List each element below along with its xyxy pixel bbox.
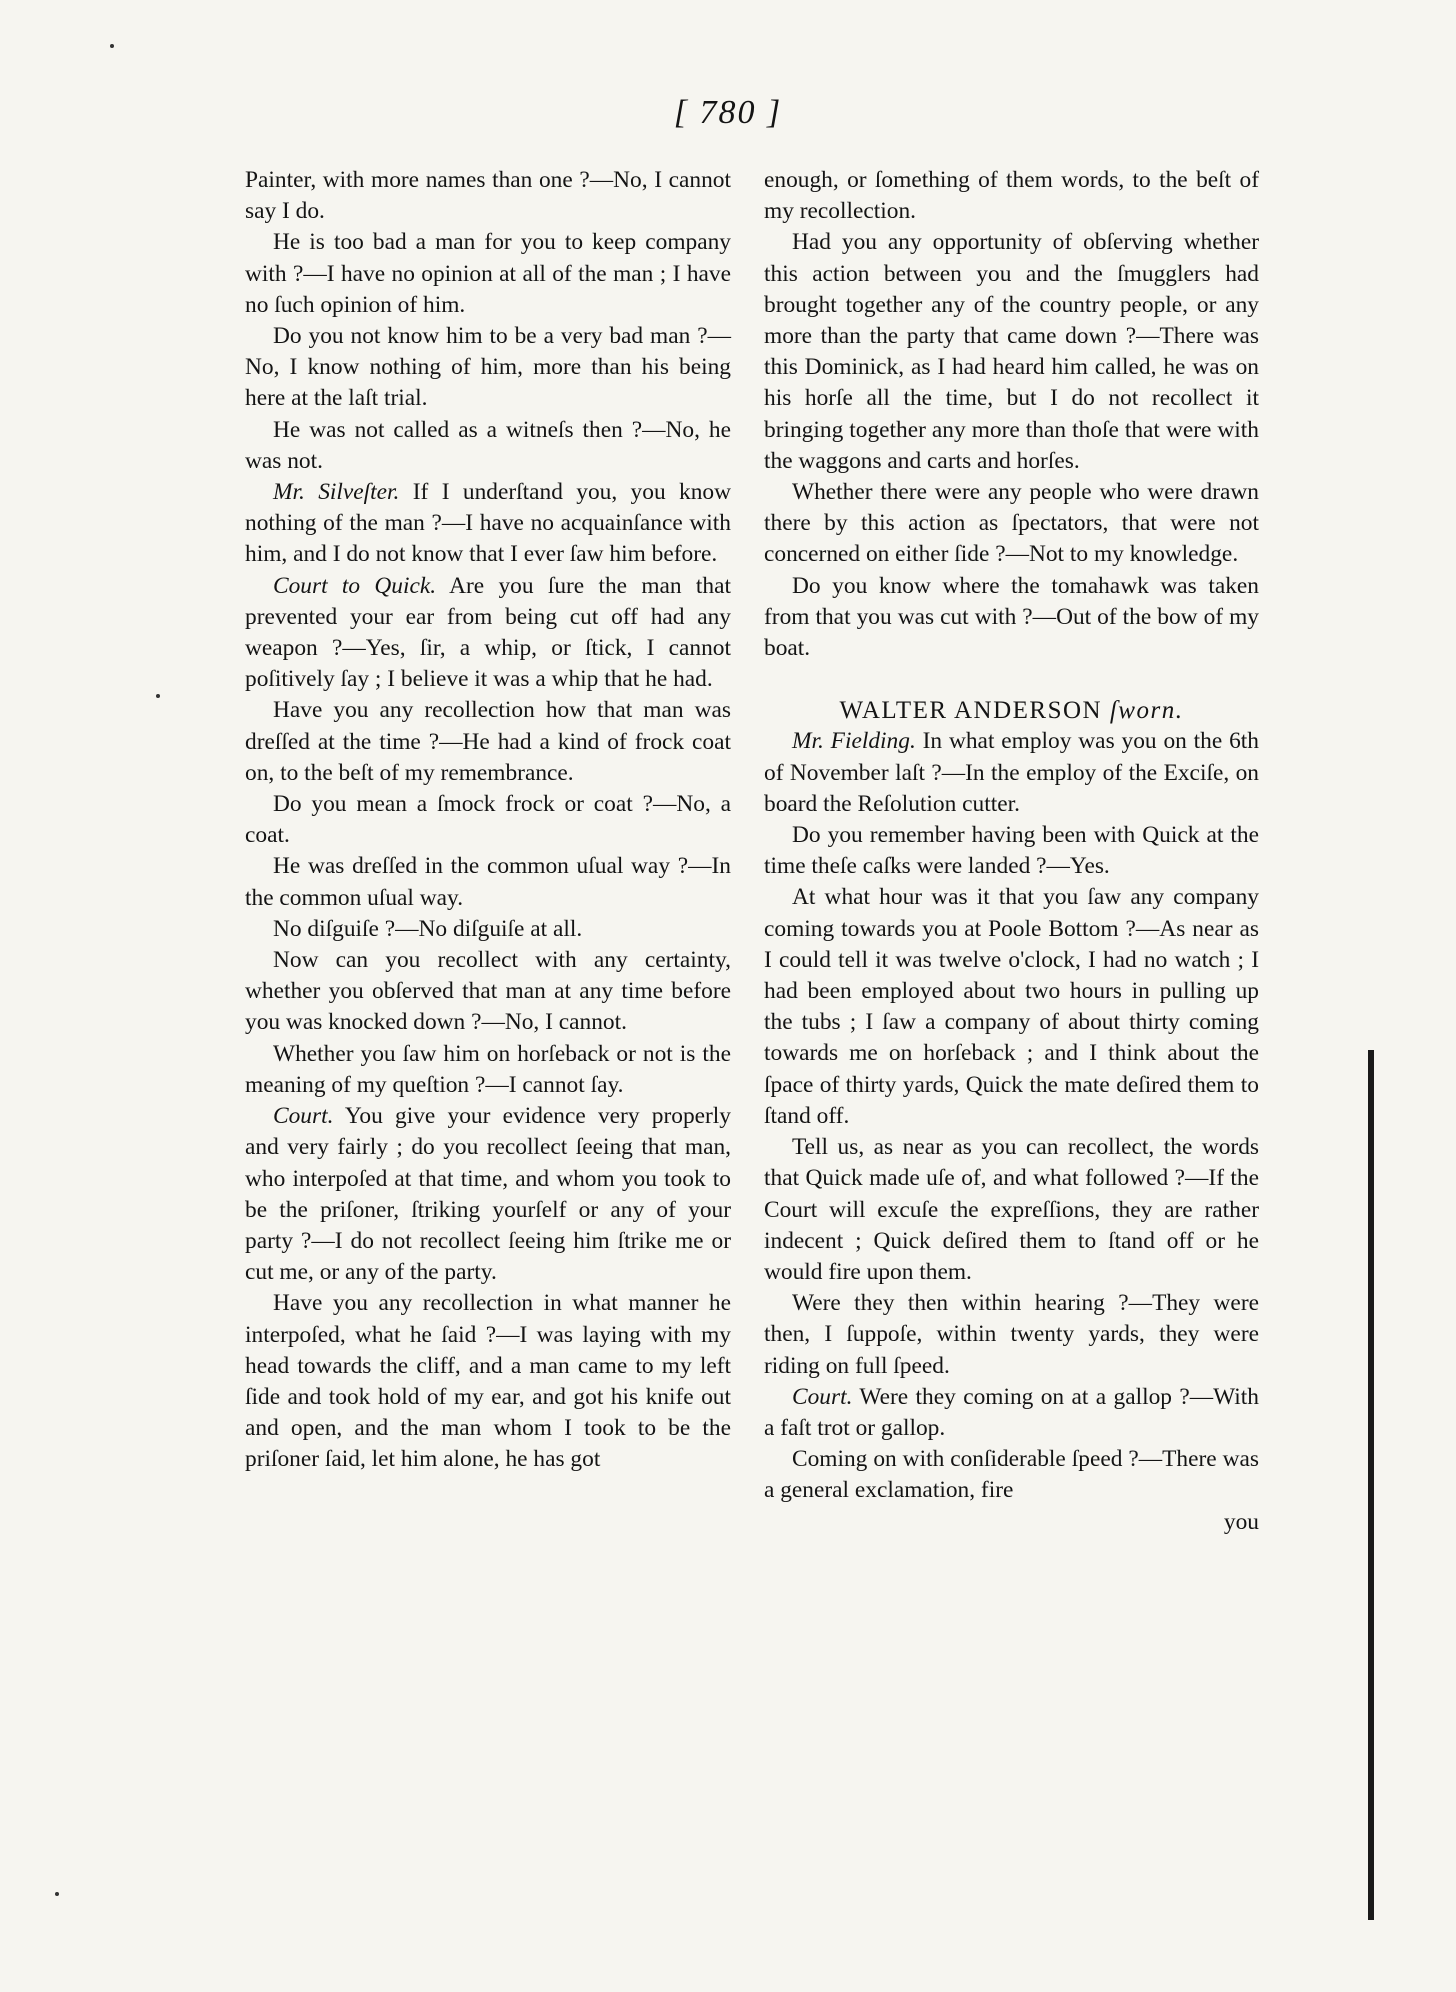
paragraph <box>245 945 731 1039</box>
paragraph <box>764 882 1259 1132</box>
left-column <box>245 165 731 1476</box>
speck-mark <box>55 1892 59 1896</box>
paragraph <box>245 1101 731 1288</box>
paragraph-text: Whether you ſaw him on horſeback or not is the meaning of my queſtion ?—I cannot ſay. <box>245 1040 731 1098</box>
witness-heading <box>764 695 1259 726</box>
speaker-label: Court. <box>273 1103 334 1130</box>
paragraph <box>764 1132 1259 1288</box>
paragraph-text: Do you know where the tomahawk was taken from that you was cut with ?—Out of the bow of my boat. <box>764 572 1259 662</box>
paragraph <box>764 477 1259 571</box>
paragraph-text: If I underſtand you, you know nothing of the man ?—I have no acquainſance with him, and I do not know that I ever ſaw him before. <box>245 479 731 568</box>
catchword: you <box>1223 1508 1259 1535</box>
paragraph-text: You give your evidence very properly and very fairly ; do you recollect ſeeing that man, who interpoſed at that time, and whom you took to be the priſoner, ſtriking yourſelf or any of your party ?—I do not recollect ſeeing him ſtrike me or cut me, or any of the party. <box>245 1103 731 1286</box>
paragraph <box>764 1288 1259 1382</box>
paragraph-text: Do you remember having been with Quick at the time theſe caſks were landed ?—Yes. <box>764 822 1259 880</box>
speck-mark <box>156 694 160 698</box>
paragraph-text: Coming on with conſiderable ſpeed ?—There was a general exclamation, fire <box>764 1446 1259 1504</box>
paragraph <box>245 914 731 945</box>
paragraph-text: He was dreſſed in the common uſual way ?—In the common uſual way. <box>245 853 731 911</box>
paragraph <box>764 571 1259 665</box>
paragraph-text: In what employ was you on the 6th of November laſt ?—In the employ of the Exciſe, on board the Reſolution cutter. <box>764 728 1259 817</box>
paragraph-text: Do you mean a ſmock frock or coat ?—No, a coat. <box>245 791 731 849</box>
sworn-label: ſworn. <box>1102 697 1184 725</box>
paragraph-text: Whether there were any people who were drawn there by this action as ſpectators, that were not concerned on either ſide ?—Not to my knowledge. <box>764 479 1259 568</box>
paragraph <box>245 415 731 477</box>
witness-name: WALTER ANDERSON <box>839 697 1103 725</box>
paragraph <box>245 165 731 227</box>
paragraph-text: He was not called as a witneſs then ?—No, he was not. <box>245 416 731 474</box>
speck-mark <box>110 44 114 48</box>
paragraph-text: Had you any opportunity of obſerving whether this action between you and the ſmugglers had brought together any of the country people, or any more than the party that came down ?—There was this Dominick, as I had heard him called, he was on his horſe all the time, but I do not recollect it bringing together any more than thoſe that were with the waggons and carts and horſes. <box>764 229 1259 474</box>
paragraph-text: Have you any recollection how that man was dreſſed at the time ?—He had a kind of frock coat on, to the beſt of my remembrance. <box>245 697 731 786</box>
paragraph <box>245 571 731 696</box>
paragraph-text: Were they then within hearing ?—They were then, I ſuppoſe, within twenty yards, they were riding on full ſpeed. <box>764 1290 1259 1379</box>
paragraph-text: No diſguiſe ?—No diſguiſe at all. <box>273 915 583 942</box>
paragraph-text: He is too bad a man for you to keep company with ?—I have no opinion at all of the man ; I have no ſuch opinion of him. <box>245 229 731 318</box>
right-column <box>764 165 1259 1538</box>
paragraph <box>245 851 731 913</box>
paragraph <box>764 227 1259 477</box>
paragraph-text: Tell us, as near as you can recollect, the words that Quick made uſe of, and what followed ?—If the Court will excuſe the expreſſions, they are rather indecent ; Quick deſired them to ſtand off or he would fire upon them. <box>764 1134 1259 1285</box>
paragraph-text: enough, or ſomething of them words, to the beſt of my recollection. <box>764 167 1259 225</box>
paragraph <box>245 695 731 789</box>
speaker-label: Court to Quick. <box>273 572 437 599</box>
paragraph <box>245 1288 731 1475</box>
paragraph <box>245 477 731 571</box>
speaker-label: Mr. Fielding. <box>792 728 916 755</box>
paragraph-text: At what hour was it that you ſaw any company coming towards you at Poole Bottom ?—As near as I could tell it was twelve o'clock, I had no watch ; I had been employed about two hours in pulling up the tubs ; I ſaw a company of about thirty coming towards me on horſeback ; and I think about the ſpace of thirty yards, Quick the mate deſired them to ſtand off. <box>764 884 1259 1129</box>
paragraph <box>245 789 731 851</box>
paragraph <box>764 1444 1259 1506</box>
speaker-label: Mr. Silveſter. <box>273 479 400 506</box>
page-number: [ 780 ] <box>673 94 783 131</box>
paragraph <box>764 165 1259 227</box>
speaker-label: Court. <box>792 1383 853 1410</box>
paragraph <box>245 321 731 415</box>
paragraph-text: Now can you recollect with any certainty, whether you obſerved that man at any time before you was knocked down ?—No, I cannot. <box>245 947 731 1036</box>
paragraph <box>245 227 731 321</box>
paragraph <box>764 820 1259 882</box>
paragraph-text: Have you any recollection in what manner he interpoſed, what he ſaid ?—I was laying with my head towards the cliff, and a man came to my left ſide and took hold of my ear, and got his knife out and open, and the man whom I took to be the priſoner ſaid, let him alone, he has got <box>245 1290 731 1473</box>
page-edge-shadow <box>1368 1050 1374 1920</box>
paragraph-text: Are you ſure the man that prevented your ear from being cut off had any weapon ?—Yes, ſir, a whip, or ſtick, I cannot poſitively ſay ; I believe it was a whip that he had. <box>245 572 731 693</box>
paragraph-text: Were they coming on at a gallop ?—With a faſt trot or gallop. <box>764 1383 1259 1441</box>
paragraph <box>764 1382 1259 1444</box>
paragraph-text: Do you not know him to be a very bad man ?—No, I know nothing of him, more than his being here at the laſt trial. <box>245 323 731 412</box>
paragraph <box>245 1039 731 1101</box>
paragraph-text: Painter, with more names than one ?—No, I cannot say I do. <box>245 167 731 225</box>
paragraph <box>764 726 1259 820</box>
